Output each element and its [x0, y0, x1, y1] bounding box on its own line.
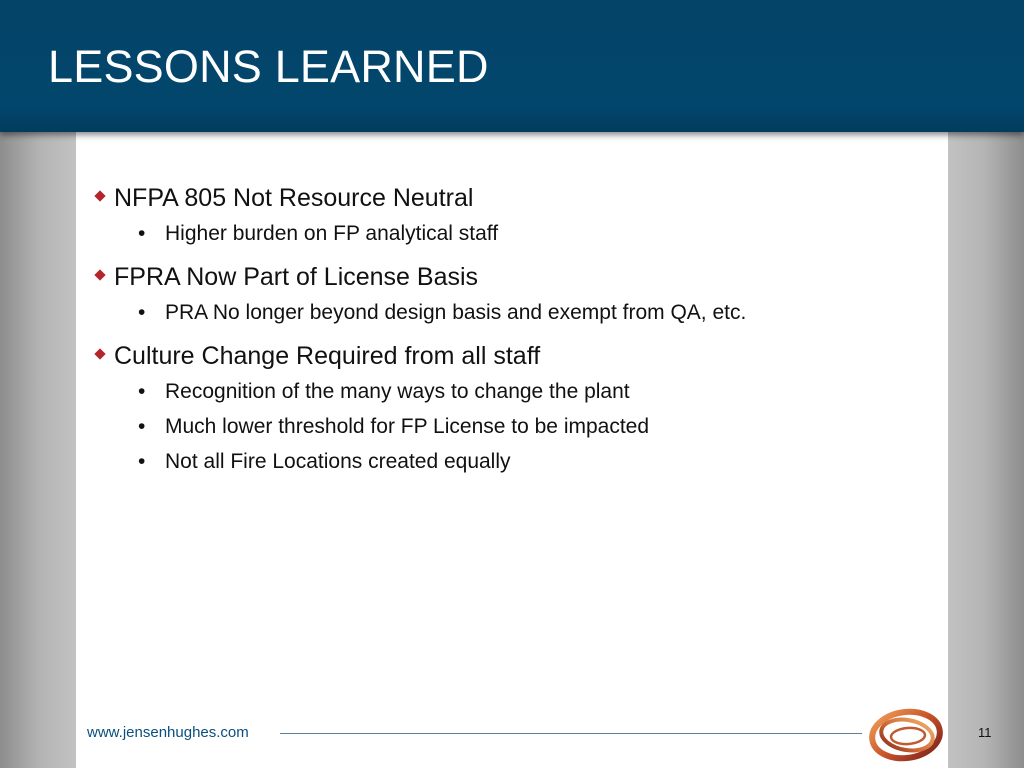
sub-bullet-text: Recognition of the many ways to change the plant	[165, 380, 630, 403]
content-panel	[76, 132, 948, 768]
website-link[interactable]: www.jensenhughes.com	[87, 724, 249, 741]
bullet-item	[76, 338, 948, 374]
diamond-bullet-icon	[94, 190, 105, 201]
sub-bullet-text: PRA No longer beyond design basis and exempt from QA, etc.	[165, 301, 747, 324]
bullet-text: FPRA Now Part of License Basis	[114, 263, 479, 291]
title-banner	[0, 0, 1024, 132]
jensen-hughes-logo-icon	[866, 705, 948, 763]
sub-bullet-list	[76, 216, 948, 251]
bullet-list	[76, 180, 948, 487]
diamond-bullet-icon	[94, 269, 105, 280]
bullet-item	[76, 259, 948, 295]
sub-bullet-item	[76, 295, 948, 330]
sub-bullet-text: Not all Fire Locations created equally	[165, 450, 511, 473]
page-number: 11	[978, 725, 992, 740]
round-bullet-icon: •	[138, 380, 146, 403]
diamond-bullet-icon	[94, 348, 105, 359]
sub-bullet-item	[76, 374, 948, 409]
round-bullet-icon: •	[138, 415, 146, 438]
sub-bullet-item	[76, 409, 948, 444]
round-bullet-icon: •	[138, 301, 146, 324]
bullet-text: Culture Change Required from all staff	[114, 342, 541, 370]
sub-bullet-list	[76, 295, 948, 330]
round-bullet-icon: •	[138, 222, 146, 245]
slide-title: LESSONS LEARNED	[48, 41, 489, 92]
bullet-item	[76, 180, 948, 216]
sub-bullet-item	[76, 216, 948, 251]
bullet-text: NFPA 805 Not Resource Neutral	[114, 184, 474, 212]
sub-bullet-text: Higher burden on FP analytical staff	[165, 222, 499, 245]
round-bullet-icon: •	[138, 450, 146, 473]
footer-divider	[280, 733, 862, 734]
sub-bullet-list	[76, 374, 948, 479]
sub-bullet-item	[76, 444, 948, 479]
sub-bullet-text: Much lower threshold for FP License to be impacted	[165, 415, 650, 438]
